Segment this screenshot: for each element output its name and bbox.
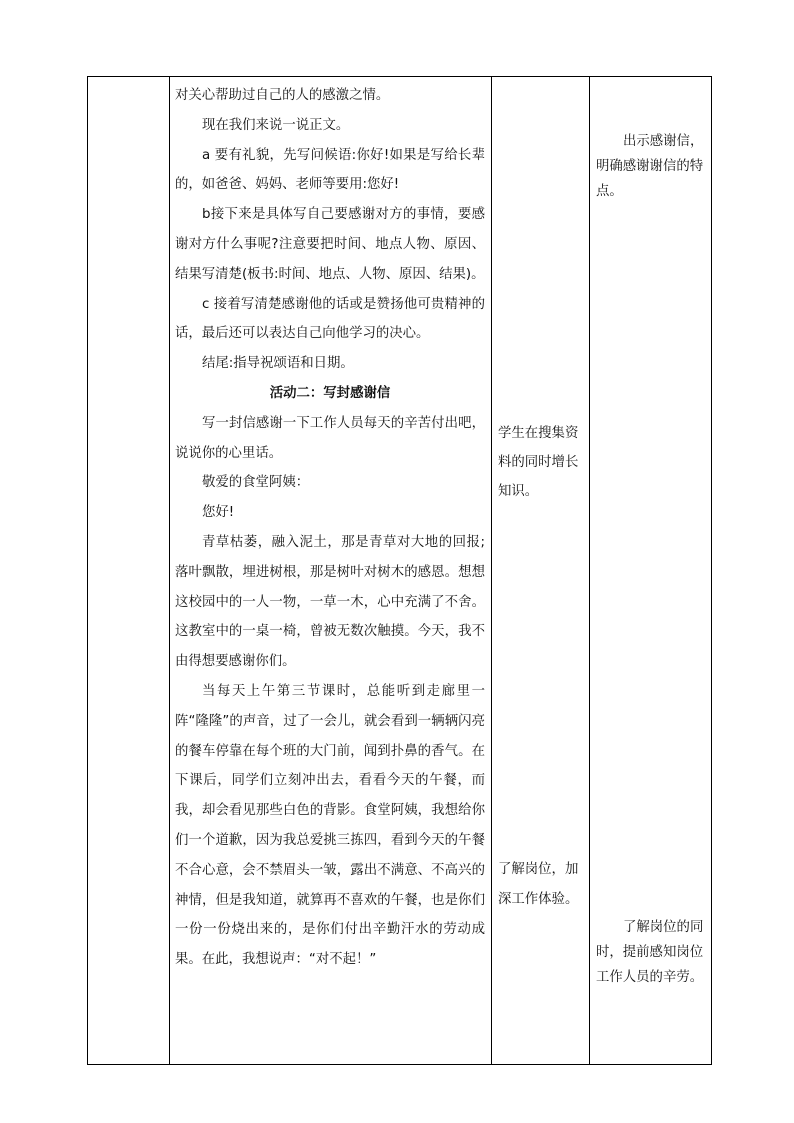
paragraph: 对关心帮助过自己的人的感激之情。: [175, 88, 390, 103]
letter-salutation: 敬爱的食堂阿姨：: [202, 475, 310, 491]
paragraph: b接下来是具体写自己要感谢对方的事情，要感谢对方什么事呢?注意要把时间、地点人物、原因、结果写清楚(板书:时间、地点、人物、原因、结果)。: [175, 207, 485, 282]
design-intent-note: 出示感谢信，明确感谢谢信的特点。: [596, 134, 704, 199]
letter-body-paragraph: 当每天上午第三节课时，总能听到走廊里一阵“隆隆”的声音，过了一会儿，就会看到一辆辆闪亮的餐车停靠在每个班的大门前，闻到扑鼻的香气。在下课后，同学们立刻冲出去，看看今天的午餐，而我，却会看见那些白色的背影。食堂阿姨，我想给你们一个道歉，因为我总爱挑三拣四，看到今天的午餐不合心意，会不禁眉头一皱，露出不满意、不高兴的神情，但是我知道，就算再不喜欢的午餐，也是你们一份一份烧出来的，是你们付出辛勤汗水的劳动成果。在此，我想说声：“对不起！”: [175, 683, 485, 968]
table-row: [88, 77, 712, 1065]
teaching-process-cell: [170, 77, 492, 1065]
student-activity-note: 学生在搜集资料的同时增长知识。: [498, 426, 579, 499]
design-intent-cell: [590, 77, 712, 1065]
student-activity-cell: [492, 77, 590, 1065]
letter-greeting: 您好!: [202, 505, 235, 521]
paragraph: 现在我们来说一说正文。: [202, 117, 350, 133]
activity-heading: 活动二：写封感谢信: [269, 385, 391, 401]
paragraph: 结尾:指导祝颂语和日期。: [202, 356, 354, 372]
paragraph: a 要有礼貌，先写问候语:你好!如果是写给长辈的，如爸爸、妈妈、老师等要用:您好!: [175, 147, 485, 193]
paragraph: 写一封信感谢一下工作人员每天的辛苦付出吧，说说你的心里话。: [175, 415, 485, 461]
lesson-plan-table: [87, 76, 712, 1065]
design-intent-note: 了解岗位的同时，提前感知岗位工作人员的辛劳。: [596, 920, 704, 985]
letter-body-paragraph: 青草枯萎，融入泥土，那是青草对大地的回报;落叶飘散，埋进树根，那是树叶对树木的感恩。想想这校园中的一人一物，一草一木，心中充满了不舍。这教室中的一桌一椅，曾被无数次触摸。今天，我不由得想要感谢你们。: [175, 534, 485, 670]
empty-left-cell: [88, 77, 170, 1065]
paragraph: c 接着写清楚感谢他的话或是赞扬他可贵精神的话，最后还可以表达自己向他学习的决心。: [175, 296, 485, 342]
student-activity-note: 了解岗位，加深工作体验。: [498, 862, 579, 907]
